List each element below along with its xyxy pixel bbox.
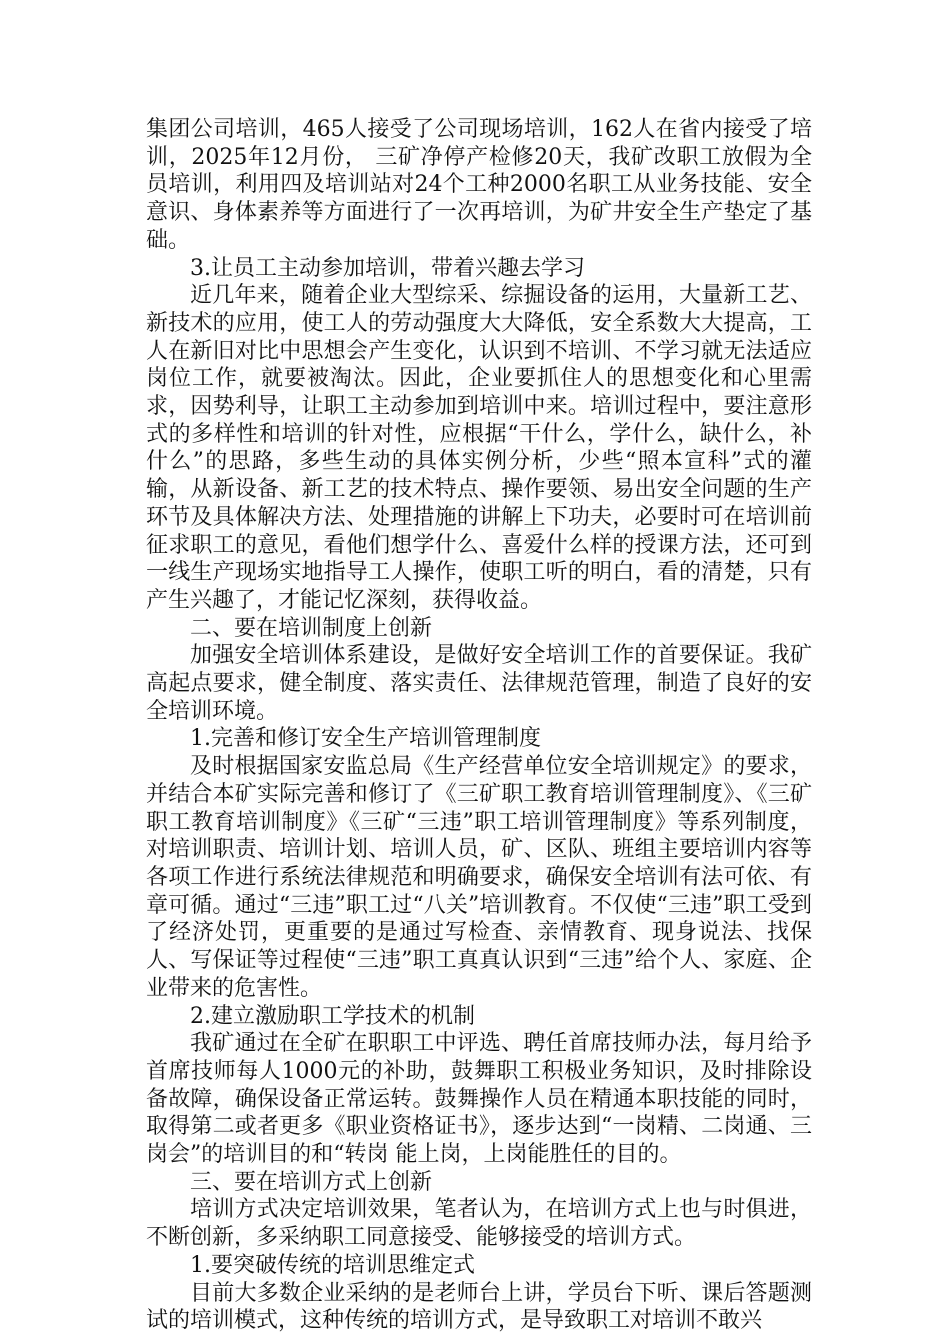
- body-paragraph: 集团公司培训，465人接受了公司现场培训，162人在省内接受了培训，2025年12月份， 三矿净停产检修20天，我矿改职工放假为全员培训，利用四及培训站对24个工种2000名职工从业务技能、安全意识、身体素养等方面进行了一次再培训，为矿井安全生产垫定了基础。: [146, 117, 812, 253]
- section-heading: 二、要在培训制度上创新: [190, 615, 433, 641]
- subsection-heading: 1.完善和修订安全生产培训管理制度: [190, 726, 541, 752]
- body-paragraph: 培训方式决定培训效果，笔者认为，在培训方式上也与时俱进，不断创新，多采纳职工同意接受、能够接受的培训方式。: [146, 1197, 812, 1251]
- subsection-heading: 1.要突破传统的培训思维定式: [190, 1252, 475, 1278]
- body-paragraph: 加强安全培训体系建设，是做好安全培训工作的首要保证。我矿高起点要求，健全制度、落实责任、法律规范管理，制造了良好的安全培训环境。: [146, 643, 812, 724]
- subsection-heading: 3.让员工主动参加培训，带着兴趣去学习: [190, 255, 585, 281]
- body-paragraph: 及时根据国家安监总局《生产经营单位安全培训规定》的要求，并结合本矿实际完善和修订了《三矿职工教育培训管理制度》、《三矿职工教育培训制度》《三矿“三违”职工培训管理制度》等系列制度，对培训职责、培训计划、培训人员，矿、区队、班组主要培训内容等各项工作进行系统法律规范和明确要求，确保安全培训有法可依、有章可循。通过“三违”职工过“八关”培训教育。不仅使“三违”职工受到了经济处罚，更重要的是通过写检查、亲情教育、现身说法、找保人、写保证等过程使“三违”职工真真认识到“三违”给个人、家庭、企业带来的危害性。: [146, 754, 812, 1001]
- section-heading: 三、要在培训方式上创新: [190, 1169, 433, 1195]
- body-paragraph: 目前大多数企业采纳的是老师台上讲，学员台下听、课后答题测试的培训模式，这种传统的培训方式，是导致职工对培训不敢兴: [146, 1280, 812, 1334]
- document-page: [146, 116, 812, 1335]
- body-paragraph: 近几年来，随着企业大型综采、综掘设备的运用，大量新工艺、新技术的应用，使工人的劳动强度大大降低，安全系数大大提高，工人在新旧对比中思想会产生变化，认识到不培训、不学习就无法适应岗位工作，就要被淘汰。因此，企业要抓住人的思想变化和心里需求，因势利导，让职工主动参加到培训中来。培训过程中，要注意形式的多样性和培训的针对性，应根据“干什么，学什么，缺什么，补什么”的思路，多些生动的具体实例分析，少些“照本宣科”式的灌输，从新设备、新工艺的技术特点、操作要领、易出安全问题的生产环节及具体解决方法、处理措施的讲解上下功夫，必要时可在培训前征求职工的意见，看他们想学什么、喜爱什么样的授课方法，还可到一线生产现场实地指导工人操作，使职工听的明白，看的清楚，只有产生兴趣了，才能记忆深刻，获得收益。: [146, 283, 812, 613]
- body-paragraph: 我矿通过在全矿在职职工中评选、聘任首席技师办法，每月给予首席技师每人1000元的补助，鼓舞职工积极业务知识，及时排除设备故障，确保设备正常运转。鼓舞操作人员在精通本职技能的同时，取得第二或者更多《职业资格证书》，逐步达到“一岗精、二岗通、三岗会”的培训目的和“转岗 能上岗，上岗能胜任的目的。: [146, 1031, 812, 1168]
- subsection-heading: 2.建立激励职工学技术的机制: [190, 1003, 475, 1029]
